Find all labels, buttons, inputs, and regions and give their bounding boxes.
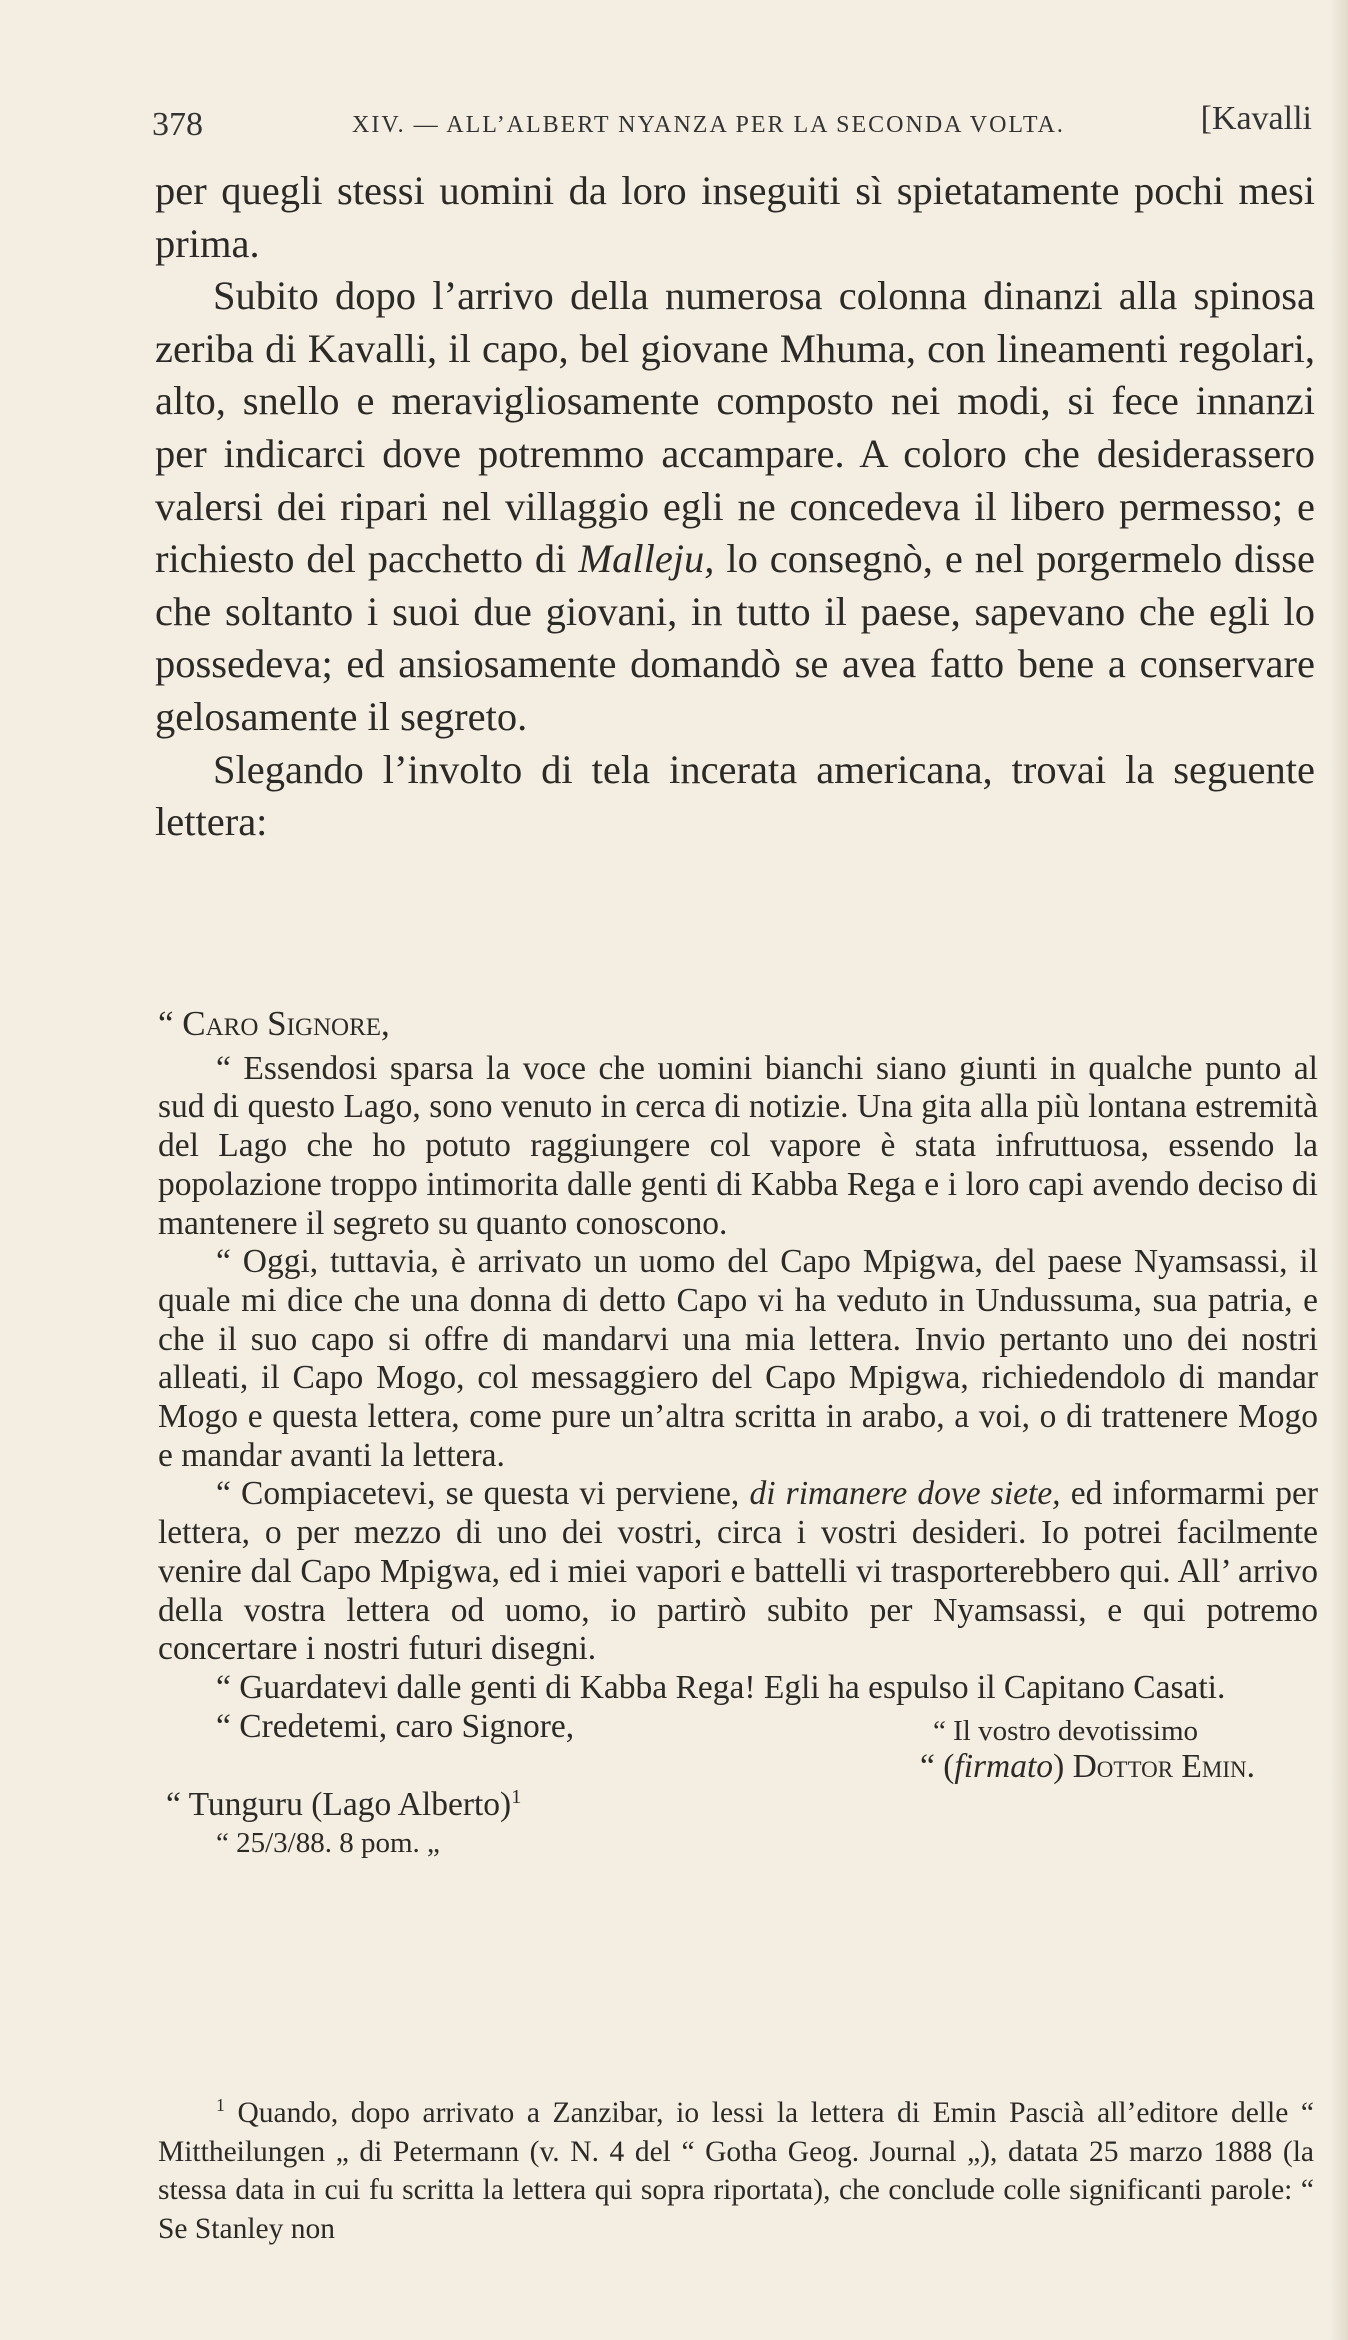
letter-paragraph-4: “ Guardatevi dalle genti di Kabba Rega! Egli ha espulso il Capitano Casati. bbox=[216, 1668, 1226, 1706]
letter-date: “ 25/3/88. 8 pom. „ bbox=[216, 1826, 440, 1859]
letter-salutation: “ Caro Signore, bbox=[158, 1004, 390, 1043]
paragraph-1: per quegli stessi uomini da loro inseguiti sì spietatamente pochi mesi prima. bbox=[155, 168, 1315, 266]
main-text bbox=[155, 165, 1315, 849]
letter-paragraph-1: “ Essendosi sparsa la voce che uomini bianchi siano giunti in qualche punto al sud di questo Lago, sono venuto in cerca di notizie. Una gita alla più lontana estremità del Lago che ho potuto raggiungere col vapore è stata infruttuosa, essendo la popolazione troppo intimorita dalle genti di Kabba Rega e i loro capi avendo deciso di mantenere il segreto su quanto conoscono. bbox=[158, 1049, 1318, 1242]
page-edge-shadow bbox=[1330, 0, 1348, 2340]
letter-place: “ Tunguru (Lago Alberto)$^1$ bbox=[166, 1785, 522, 1823]
footnote bbox=[158, 2094, 1314, 2248]
running-head: [Kavalli bbox=[1200, 100, 1312, 137]
footnote-ref: 1 bbox=[511, 1785, 522, 1808]
footnote-marker: 1 bbox=[216, 2095, 225, 2116]
signature-line-2: “ (firmato) Dottor Emin. bbox=[920, 1747, 1255, 1785]
signature-line-1: “ Il vostro devotissimo bbox=[933, 1714, 1199, 1747]
letter-signature bbox=[158, 1707, 1318, 1859]
page-number: 378 bbox=[152, 106, 203, 143]
paragraph-2: Subito dopo l’arrivo della numerosa colonna dinanzi alla spinosa zeriba di Kavalli, il capo, bel giovane Mhuma, con lineamenti regolari, alto, snello e meravigliosamente composto nei modi, si fece innanzi per indicarci dove potremmo accampare. A coloro che desiderassero valersi dei ripari nel villaggio egli ne concedeva il libero permesso; e richiesto del pacchetto di Malleju, lo consegnò, e nel porgermelo disse che soltanto i suoi due giovani, in tutto il paese, sapevano che egli lo possedeva; ed ansiosamente domandò se avea fatto bene a conservare gelosamente il segreto. bbox=[155, 273, 1316, 739]
malleju-italic: Malleju, bbox=[578, 536, 715, 582]
letter-paragraph-2: “ Oggi, tuttavia, è arrivato un uomo del Capo Mpigwa, del paese Nyamsassi, il quale mi dice che una donna di detto Capo vi ha veduto in Undussuma, sua patria, e che il suo capo si offre di mandarvi una mia lettera. Invio pertanto uno dei nostri alleati, il Capo Mogo, col messaggiero del Capo Mpigwa, richiedendolo di mandar Mogo e questa lettera, come pure un’altra scritta in arabo, a voi, o di trattenere Mogo e mandar avanti la lettera. bbox=[158, 1243, 1318, 1474]
quoted-letter bbox=[158, 1004, 1318, 1859]
letter-closing: “ Credetemi, caro Signore, bbox=[216, 1707, 575, 1745]
letter-paragraph-3: “ Compiacetevi, se questa vi perviene, di rimanere dove siete, ed informarmi per lettera, o per mezzo di uno dei vostri, circa i vostri desideri. Io potrei facilmente venire dal Capo Mpigwa, ed i miei vapori e battelli vi trasporterebbero qui. All’ arrivo della vostra lettera od uomo, io partirò subito per Nyamsassi, e qui potremo concertare i nostri futuri disegni. bbox=[158, 1475, 1318, 1668]
paragraph-3: Slegando l’involto di tela incerata americana, trovai la seguente lettera: bbox=[155, 746, 1315, 845]
page-header bbox=[152, 100, 1312, 150]
chapter-title: XIV. — ALL’ALBERT NYANZA PER LA SECONDA VOLTA. bbox=[352, 112, 1065, 138]
footnote-text: Quando, dopo arrivato a Zanzibar, io lessi la lettera di Emin Pascià all’editore delle “ Mittheilungen „ di Petermann (v. N. 4 del “ Gotha Geog. Journal „), datata 25 marzo 1888 (la stessa data in cui fu scritta la lettera qui sopra riportata), che conclude colle significanti parole: “ Se Stanley non bbox=[158, 2097, 1314, 2245]
